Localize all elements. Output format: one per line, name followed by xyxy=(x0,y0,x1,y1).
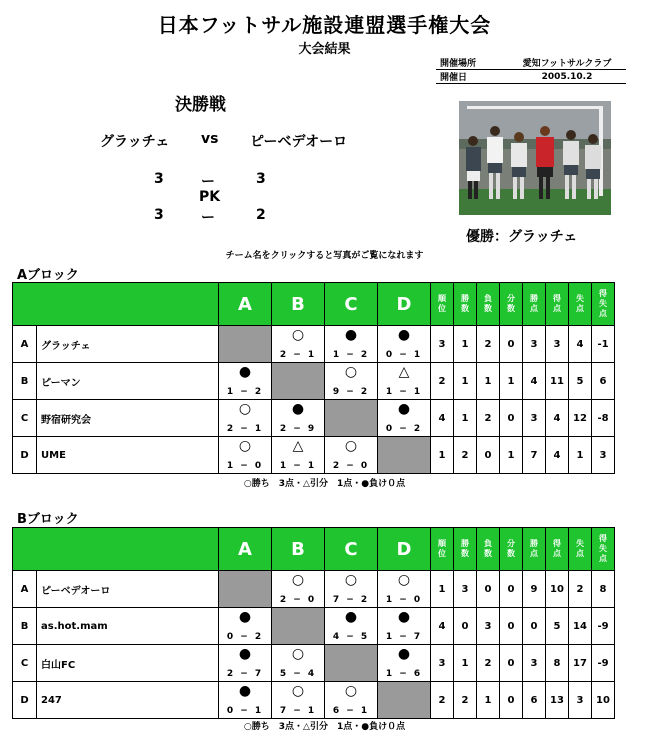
match-result-cell xyxy=(378,363,431,400)
venue-label: 開催場所 xyxy=(436,56,508,70)
row-label: A xyxy=(13,571,37,608)
match-score: 0 − 2 xyxy=(226,632,264,642)
winner-team-photo xyxy=(459,101,611,215)
result-symbol: ● xyxy=(344,609,358,625)
stat-cell: 2 xyxy=(431,363,454,400)
stat-cell: 7 xyxy=(523,437,546,474)
stat-cell: 2 xyxy=(431,682,454,719)
column-header-stat: 失 点 xyxy=(569,283,592,326)
match-score: 2 − 1 xyxy=(279,350,317,360)
team-name-link[interactable]: ピーベデオーロ xyxy=(37,571,219,608)
match-score: 1 − 1 xyxy=(279,461,317,471)
result-symbol: ● xyxy=(238,646,252,662)
column-header-opponent-a: A xyxy=(219,283,272,326)
stat-cell: 0 xyxy=(500,682,523,719)
match-result-cell xyxy=(272,571,325,608)
winner-label: 優勝：グラッチェ xyxy=(466,229,578,245)
match-score: 2 − 1 xyxy=(226,424,264,434)
match-score: 2 − 0 xyxy=(332,461,370,471)
column-header-stat: 得 失 点 xyxy=(592,283,615,326)
stat-cell: 2 xyxy=(569,571,592,608)
final-score-team1: 3 xyxy=(154,171,164,187)
match-score: 0 − 1 xyxy=(385,350,423,360)
match-result-cell xyxy=(325,571,378,608)
stat-cell: 0 xyxy=(500,571,523,608)
stat-cell: 2 xyxy=(477,326,500,363)
stat-cell: 2 xyxy=(454,682,477,719)
column-header-stat: 勝 点 xyxy=(523,528,546,571)
stat-cell: 11 xyxy=(546,363,569,400)
match-result-cell xyxy=(272,326,325,363)
result-symbol: △ xyxy=(398,364,410,380)
final-team1-link[interactable]: グラッチェ xyxy=(100,134,170,150)
match-score: 0 − 2 xyxy=(385,424,423,434)
stat-cell: 4 xyxy=(431,400,454,437)
diagonal-cell xyxy=(325,645,378,682)
diagonal-cell xyxy=(272,608,325,645)
column-header-stat: 失 点 xyxy=(569,528,592,571)
table-row xyxy=(13,645,615,682)
stat-cell: 0 xyxy=(500,326,523,363)
match-result-cell xyxy=(219,645,272,682)
result-symbol: ○ xyxy=(238,438,252,454)
table-row xyxy=(13,363,615,400)
column-header-opponent-b: B xyxy=(272,283,325,326)
result-symbol: △ xyxy=(292,438,304,454)
stat-cell: 1 xyxy=(454,326,477,363)
final-team2-link[interactable]: ピーベデオーロ xyxy=(250,134,348,150)
column-header-opponent-b: B xyxy=(272,528,325,571)
row-label: C xyxy=(13,645,37,682)
pk-score-dash: ー xyxy=(201,210,215,226)
column-header-opponent-d: D xyxy=(378,528,431,571)
stat-cell: 0 xyxy=(500,608,523,645)
match-score: 1 − 6 xyxy=(385,669,423,679)
column-header-stat: 順 位 xyxy=(431,283,454,326)
result-symbol: ○ xyxy=(291,572,305,588)
column-header-opponent-d: D xyxy=(378,283,431,326)
block-a-legend: ○勝ち 3点・△引分 1点・●負け０点 xyxy=(243,479,406,489)
result-symbol: ● xyxy=(344,327,358,343)
column-header-stat: 負 数 xyxy=(477,528,500,571)
match-result-cell xyxy=(219,363,272,400)
stat-cell: 3 xyxy=(431,645,454,682)
header-blank-cell xyxy=(13,283,219,326)
final-score-dash: ー xyxy=(201,174,215,190)
stat-cell: 3 xyxy=(523,645,546,682)
pk-label: PK xyxy=(199,189,221,205)
date-label: 開催日 xyxy=(436,70,508,84)
page-title: 日本フットサル施設連盟選手権大会 xyxy=(157,13,492,37)
stat-cell: 1 xyxy=(454,363,477,400)
venue-value: 愛知フットサルクラブ xyxy=(508,56,626,70)
match-score: 2 − 9 xyxy=(279,424,317,434)
block-b-legend: ○勝ち 3点・△引分 1点・●負け０点 xyxy=(243,722,406,732)
stat-cell: 0 xyxy=(500,400,523,437)
result-symbol: ○ xyxy=(344,683,358,699)
result-symbol: ○ xyxy=(291,683,305,699)
result-symbol: ○ xyxy=(397,572,411,588)
column-header-stat: 得 点 xyxy=(546,283,569,326)
team-name-link[interactable]: as.hot.mam xyxy=(37,608,219,645)
stat-cell: 1 xyxy=(477,682,500,719)
match-result-cell xyxy=(272,437,325,474)
table-header-row xyxy=(13,528,615,571)
match-score: 4 − 5 xyxy=(332,632,370,642)
match-result-cell xyxy=(325,608,378,645)
match-score: 1 − 2 xyxy=(332,350,370,360)
final-score-team2: 3 xyxy=(256,171,266,187)
team-name-link[interactable]: 247 xyxy=(37,682,219,719)
diagonal-cell xyxy=(378,437,431,474)
match-score: 1 − 0 xyxy=(226,461,264,471)
match-score: 2 − 0 xyxy=(279,595,317,605)
match-result-cell xyxy=(378,326,431,363)
stat-cell: -9 xyxy=(592,608,615,645)
stat-cell: 3 xyxy=(569,682,592,719)
match-result-cell xyxy=(272,645,325,682)
column-header-opponent-a: A xyxy=(219,528,272,571)
match-result-cell xyxy=(219,682,272,719)
table-row xyxy=(13,437,615,474)
result-symbol: ● xyxy=(238,609,252,625)
match-result-cell xyxy=(378,400,431,437)
match-result-cell xyxy=(325,363,378,400)
match-result-cell xyxy=(272,682,325,719)
match-result-cell xyxy=(219,608,272,645)
stat-cell: 1 xyxy=(500,437,523,474)
result-symbol: ● xyxy=(238,364,252,380)
stat-cell: 1 xyxy=(500,363,523,400)
row-label: D xyxy=(13,437,37,474)
stat-cell: 1 xyxy=(454,645,477,682)
match-result-cell xyxy=(325,326,378,363)
table-row xyxy=(13,608,615,645)
page-subtitle: 大会結果 xyxy=(298,42,351,57)
match-result-cell xyxy=(272,400,325,437)
column-header-opponent-c: C xyxy=(325,283,378,326)
result-symbol: ● xyxy=(291,401,305,417)
team-name-link[interactable]: グラッチェ xyxy=(37,326,219,363)
row-label: C xyxy=(13,400,37,437)
match-result-cell xyxy=(325,682,378,719)
match-score: 5 − 4 xyxy=(279,669,317,679)
stat-cell: 10 xyxy=(546,571,569,608)
match-result-cell xyxy=(378,571,431,608)
match-score: 6 − 1 xyxy=(332,706,370,716)
table-row xyxy=(13,682,615,719)
team-name-link[interactable]: 白山FC xyxy=(37,645,219,682)
final-match-title: 決勝戦 xyxy=(175,95,226,115)
diagonal-cell xyxy=(325,400,378,437)
stat-cell: 12 xyxy=(569,400,592,437)
stat-cell: 3 xyxy=(431,326,454,363)
match-result-cell xyxy=(219,437,272,474)
column-header-stat: 勝 数 xyxy=(454,283,477,326)
stat-cell: 2 xyxy=(477,645,500,682)
table-row xyxy=(13,400,615,437)
table-row xyxy=(13,571,615,608)
stat-cell: 1 xyxy=(431,571,454,608)
row-label: A xyxy=(13,326,37,363)
block-a-standings-table xyxy=(12,282,615,474)
match-score: 0 − 1 xyxy=(226,706,264,716)
result-symbol: ● xyxy=(397,401,411,417)
match-result-cell xyxy=(378,645,431,682)
header-blank-cell xyxy=(13,528,219,571)
match-score: 2 − 7 xyxy=(226,669,264,679)
stat-cell: 2 xyxy=(454,437,477,474)
stat-cell: 4 xyxy=(546,400,569,437)
table-header-row xyxy=(13,283,615,326)
column-header-stat: 分 数 xyxy=(500,283,523,326)
stat-cell: 1 xyxy=(431,437,454,474)
stat-cell: 2 xyxy=(477,400,500,437)
stat-cell: 3 xyxy=(523,326,546,363)
match-score: 1 − 7 xyxy=(385,632,423,642)
stat-cell: 8 xyxy=(592,571,615,608)
result-symbol: ○ xyxy=(238,401,252,417)
stat-cell: -9 xyxy=(592,645,615,682)
row-label: B xyxy=(13,363,37,400)
result-symbol: ● xyxy=(238,683,252,699)
stat-cell: 3 xyxy=(477,608,500,645)
pk-score-team1: 3 xyxy=(154,207,164,223)
stat-cell: 3 xyxy=(523,400,546,437)
stat-cell: -8 xyxy=(592,400,615,437)
match-score: 9 − 2 xyxy=(332,387,370,397)
stat-cell: 14 xyxy=(569,608,592,645)
match-score: 1 − 2 xyxy=(226,387,264,397)
team-name-link[interactable]: UME xyxy=(37,437,219,474)
diagonal-cell xyxy=(378,682,431,719)
result-symbol: ○ xyxy=(344,572,358,588)
stat-cell: 0 xyxy=(477,437,500,474)
stat-cell: 10 xyxy=(592,682,615,719)
stat-cell: 17 xyxy=(569,645,592,682)
table-row xyxy=(13,326,615,363)
block-a-title: Aブロック xyxy=(17,268,79,283)
stat-cell: 3 xyxy=(454,571,477,608)
result-symbol: ○ xyxy=(344,438,358,454)
block-b-title: Bブロック xyxy=(17,512,79,527)
result-symbol: ○ xyxy=(344,364,358,380)
stat-cell: 9 xyxy=(523,571,546,608)
match-result-cell xyxy=(219,400,272,437)
final-vs-label: vs xyxy=(201,131,219,147)
column-header-stat: 分 数 xyxy=(500,528,523,571)
event-info-table xyxy=(436,56,626,84)
stat-cell: 5 xyxy=(546,608,569,645)
stat-cell: 0 xyxy=(523,608,546,645)
stat-cell: 1 xyxy=(569,437,592,474)
stat-cell: 6 xyxy=(592,363,615,400)
match-result-cell xyxy=(378,608,431,645)
stat-cell: 5 xyxy=(569,363,592,400)
stat-cell: 0 xyxy=(500,645,523,682)
stat-cell: 0 xyxy=(454,608,477,645)
stat-cell: 1 xyxy=(454,400,477,437)
column-header-stat: 勝 数 xyxy=(454,528,477,571)
column-header-stat: 得 点 xyxy=(546,528,569,571)
match-score: 7 − 2 xyxy=(332,595,370,605)
result-symbol: ○ xyxy=(291,646,305,662)
stat-cell: 8 xyxy=(546,645,569,682)
column-header-stat: 順 位 xyxy=(431,528,454,571)
result-symbol: ● xyxy=(397,609,411,625)
team-name-link[interactable]: 野宿研究会 xyxy=(37,400,219,437)
stat-cell: 3 xyxy=(592,437,615,474)
stat-cell: 4 xyxy=(546,437,569,474)
row-label: B xyxy=(13,608,37,645)
stat-cell: 4 xyxy=(431,608,454,645)
stat-cell: 1 xyxy=(477,363,500,400)
column-header-stat: 勝 点 xyxy=(523,283,546,326)
stat-cell: 13 xyxy=(546,682,569,719)
block-b-standings-table xyxy=(12,527,615,719)
match-result-cell xyxy=(325,437,378,474)
date-value: 2005.10.2 xyxy=(508,70,626,84)
stat-cell: 3 xyxy=(546,326,569,363)
column-header-stat: 得 失 点 xyxy=(592,528,615,571)
team-photo-image xyxy=(459,101,611,215)
stat-cell: 0 xyxy=(477,571,500,608)
match-score: 1 − 1 xyxy=(385,387,423,397)
diagonal-cell xyxy=(219,326,272,363)
diagonal-cell xyxy=(219,571,272,608)
stat-cell: 4 xyxy=(523,363,546,400)
match-score: 1 − 0 xyxy=(385,595,423,605)
column-header-stat: 負 数 xyxy=(477,283,500,326)
photo-click-notice: チーム名をクリックすると写真がご覧になれます xyxy=(225,251,424,261)
row-label: D xyxy=(13,682,37,719)
result-symbol: ○ xyxy=(291,327,305,343)
result-symbol: ● xyxy=(397,646,411,662)
pk-score-team2: 2 xyxy=(256,207,266,223)
stat-cell: -1 xyxy=(592,326,615,363)
stat-cell: 6 xyxy=(523,682,546,719)
diagonal-cell xyxy=(272,363,325,400)
match-score: 7 − 1 xyxy=(279,706,317,716)
stat-cell: 4 xyxy=(569,326,592,363)
result-symbol: ● xyxy=(397,327,411,343)
column-header-opponent-c: C xyxy=(325,528,378,571)
team-name-link[interactable]: ピーマン xyxy=(37,363,219,400)
